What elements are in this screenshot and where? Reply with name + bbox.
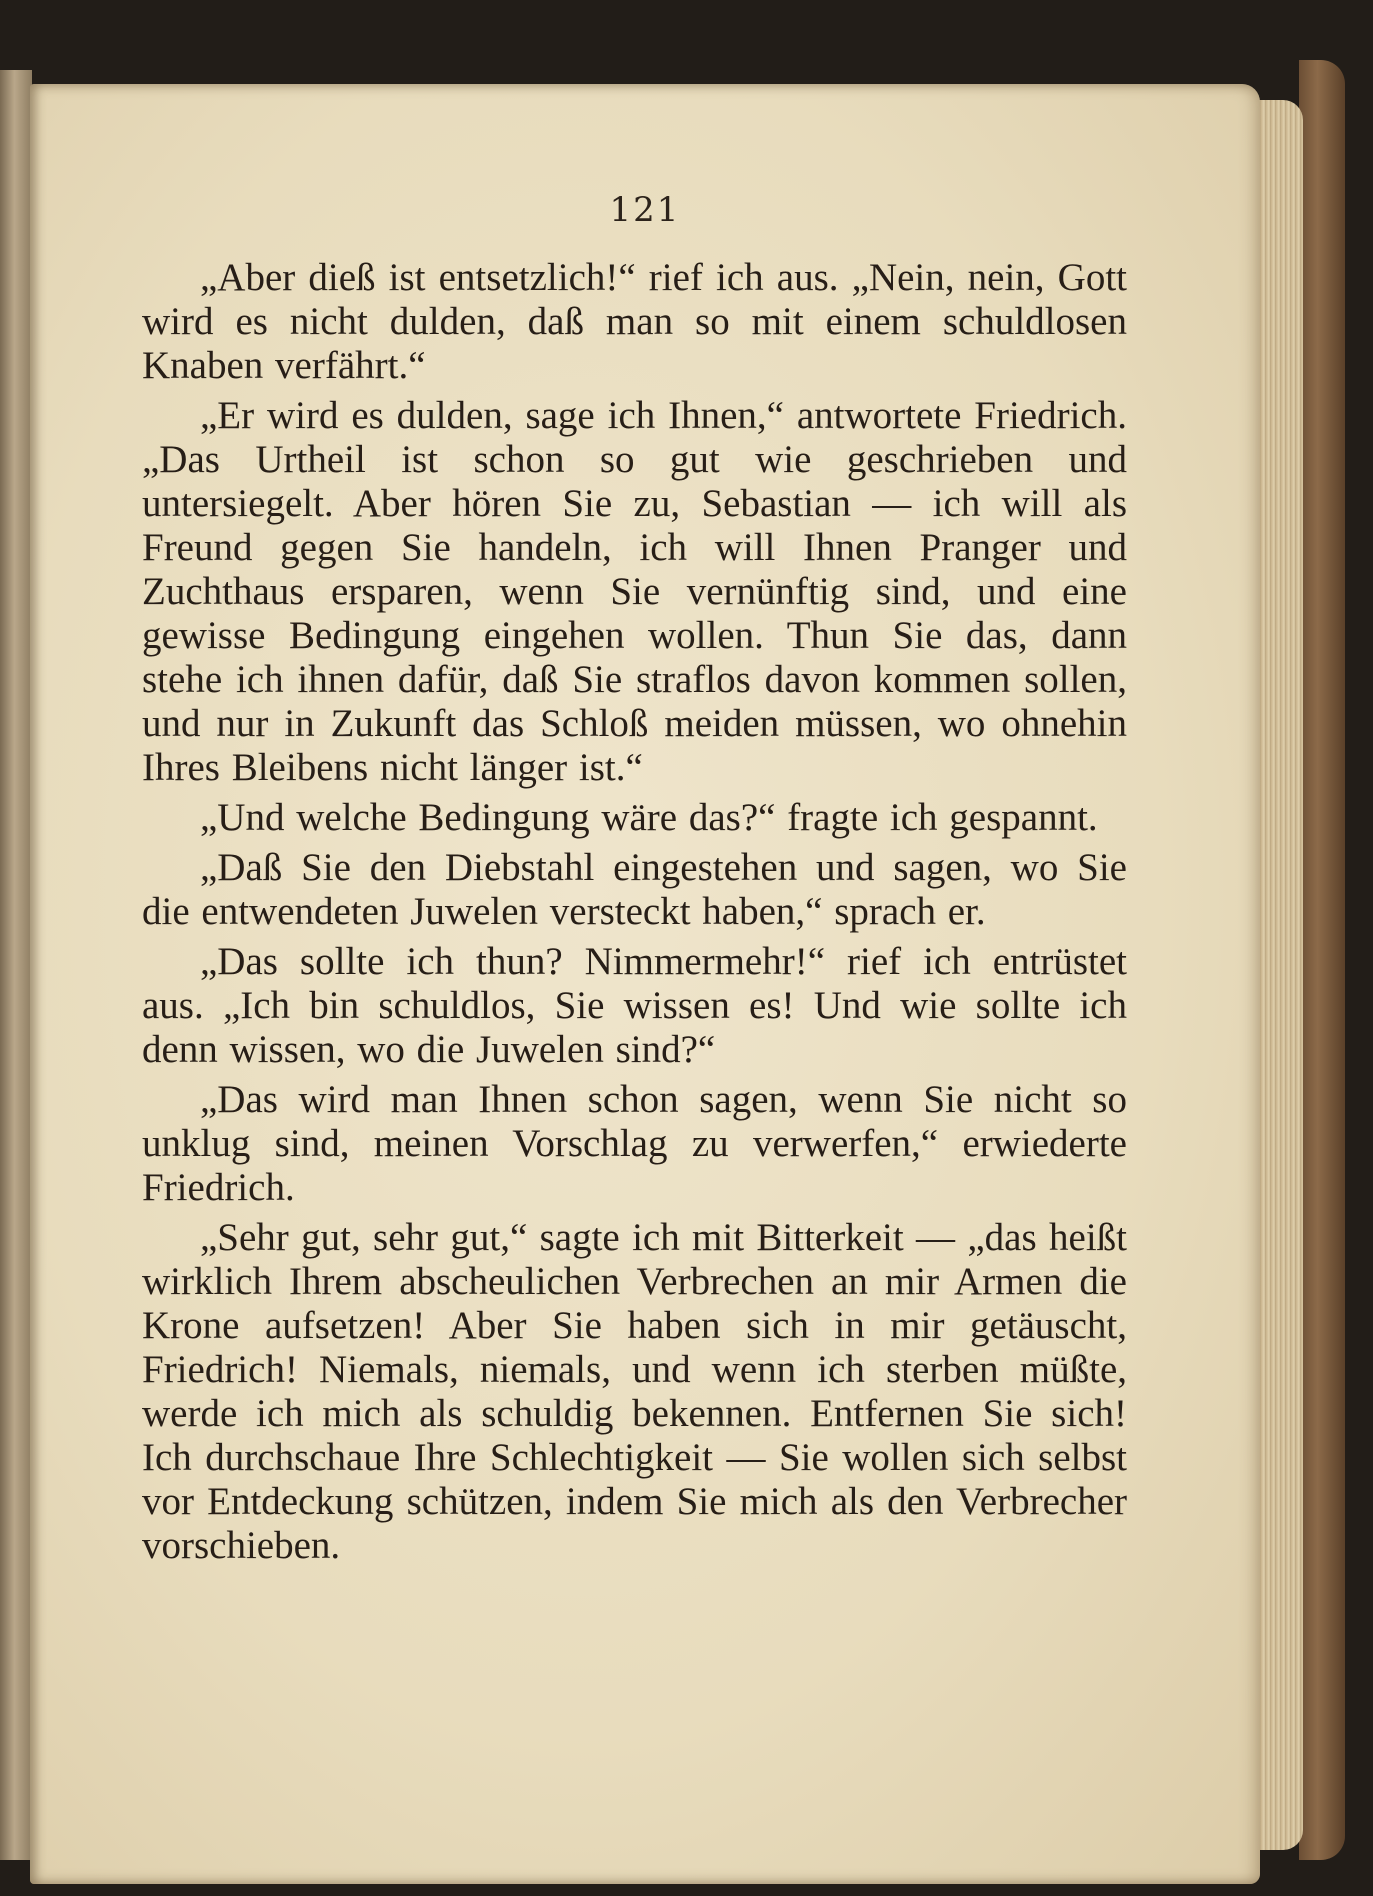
page-number: 121 xyxy=(609,190,681,230)
paragraph-3: „Und welche Bedingung wäre das?“ fragte ich gespannt. xyxy=(200,796,1098,839)
page-text xyxy=(142,256,1127,1574)
paragraph-4: „Daß Sie den Diebstahl eingestehen und sagen, wo Sie die entwendeten Juwelen versteckt haben,“ sprach er. xyxy=(142,846,1127,933)
paragraph-6: „Das wird man Ihnen schon sagen, wenn Sie nicht so unklug sind, meinen Vorschlag zu verwerfen,“ erwiederte Friedrich. xyxy=(142,1078,1127,1209)
paragraph-2: „Er wird es dulden, sage ich Ihnen,“ antwortete Friedrich. „Das Urtheil ist schon so gut wie geschrieben und untersiegelt. Aber hören Sie zu, Sebastian — ich will als Freund gegen Sie handeln, ich will Ihnen Pranger und Zuchthaus ersparen, wenn Sie vernünftig sind, und eine gewisse Bedingung eingehen wollen. Thun Sie das, dann stehe ich ihnen dafür, daß Sie straflos davon kommen sollen, und nur in Zukunft das Schloß meiden müssen, wo ohnehin Ihres Bleibens nicht länger ist.“ xyxy=(142,394,1127,789)
left-page-edge xyxy=(0,70,32,1860)
book-page xyxy=(30,84,1260,1884)
book-cover-edge xyxy=(1299,60,1345,1860)
paragraph-1: „Aber dieß ist entsetzlich!“ rief ich aus. „Nein, nein, Gott wird es nicht dulden, daß man so mit einem schuldlosen Knaben verfährt.“ xyxy=(142,256,1127,387)
paragraph-5: „Das sollte ich thun? Nimmermehr!“ rief ich entrüstet aus. „Ich bin schuldlos, Sie wissen es! Und wie sollte ich denn wissen, wo die Juwelen sind?“ xyxy=(142,940,1127,1071)
paragraph-7: „Sehr gut, sehr gut,“ sagte ich mit Bitterkeit — „das heißt wirklich Ihrem abscheulichen Verbrechen an mir Armen die Krone aufsetzen! Aber Sie haben sich in mir getäuscht, Friedrich! Niemals, niemals, und wenn ich sterben müßte, werde ich mich als schuldig bekennen. Entfernen Sie sich! Ich durchschaue Ihre Schlechtigkeit — Sie wollen sich selbst vor Entdeckung schützen, indem Sie mich als den Verbrecher vorschieben. xyxy=(142,1216,1127,1567)
